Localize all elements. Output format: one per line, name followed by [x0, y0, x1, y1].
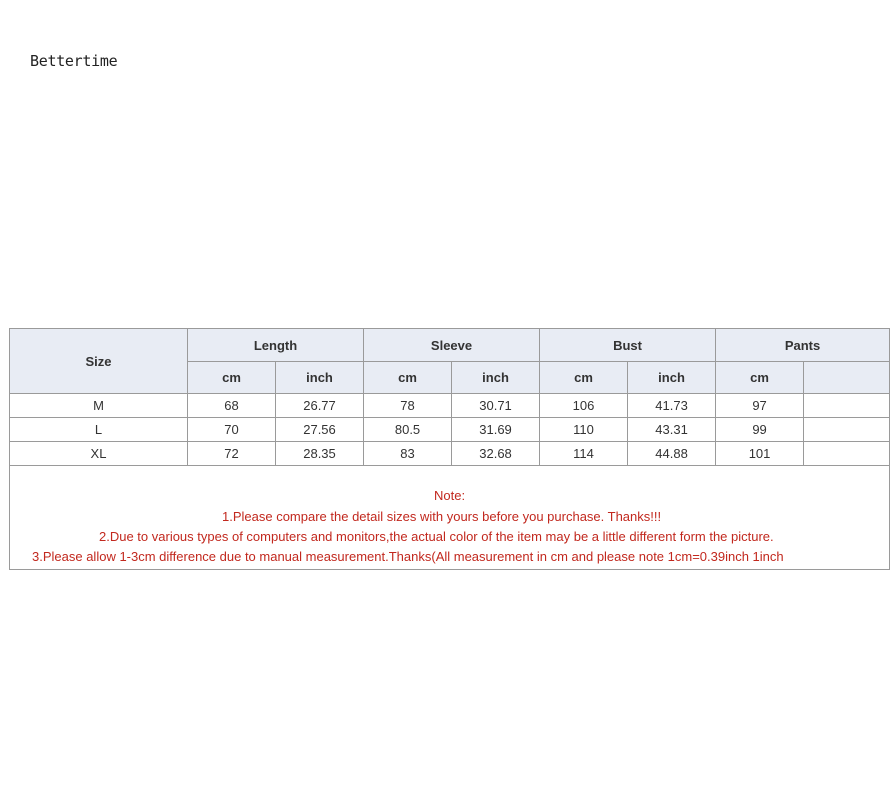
value-cell: 97 [716, 394, 804, 418]
table-row [10, 394, 890, 418]
value-cell: 78 [364, 394, 452, 418]
unit-header: cm [188, 362, 276, 394]
value-cell: 32.68 [452, 442, 540, 466]
value-cell: 44.88 [628, 442, 716, 466]
value-cell: 99 [716, 418, 804, 442]
group-header-sleeve: Sleeve [364, 329, 540, 362]
notes-row [10, 466, 890, 570]
size-cell: M [10, 394, 188, 418]
value-cell: 28.35 [276, 442, 364, 466]
table-row [10, 418, 890, 442]
value-cell: 27.56 [276, 418, 364, 442]
size-cell: L [10, 418, 188, 442]
unit-header: cm [364, 362, 452, 394]
value-cell-empty [804, 442, 890, 466]
brand-label: Bettertime [30, 52, 118, 70]
header-row-groups [10, 329, 890, 362]
value-cell: 43.31 [628, 418, 716, 442]
value-cell: 83 [364, 442, 452, 466]
value-cell-empty [804, 394, 890, 418]
notes-cell [10, 466, 890, 570]
value-cell: 70 [188, 418, 276, 442]
note-line-1: 1.Please compare the detail sizes with yours before you purchase. Thanks!!! [222, 509, 662, 524]
value-cell: 101 [716, 442, 804, 466]
value-cell: 80.5 [364, 418, 452, 442]
value-cell: 31.69 [452, 418, 540, 442]
group-header-bust: Bust [540, 329, 716, 362]
unit-header: cm [716, 362, 804, 394]
size-chart [9, 328, 821, 572]
value-cell: 72 [188, 442, 276, 466]
value-cell: 68 [188, 394, 276, 418]
value-cell: 106 [540, 394, 628, 418]
group-header-pants: Pants [716, 329, 890, 362]
value-cell: 110 [540, 418, 628, 442]
size-cell: XL [10, 442, 188, 466]
table-row [10, 442, 890, 466]
unit-header: cm [540, 362, 628, 394]
value-cell: 41.73 [628, 394, 716, 418]
unit-header: inch [276, 362, 364, 394]
unit-header: inch [452, 362, 540, 394]
value-cell: 114 [540, 442, 628, 466]
value-cell: 30.71 [452, 394, 540, 418]
note-line-2: 2.Due to various types of computers and monitors,the actual color of the item may be a little different form the picture. [99, 529, 774, 544]
note-line-3: 3.Please allow 1-3cm difference due to manual measurement.Thanks(All measurement in cm and please note 1cm=0.39inch 1inch [32, 549, 784, 564]
notes-block [10, 466, 889, 569]
note-title: Note: [434, 488, 466, 503]
value-cell-empty [804, 418, 890, 442]
size-header: Size [10, 329, 188, 394]
value-cell: 26.77 [276, 394, 364, 418]
unit-header: inch [628, 362, 716, 394]
unit-header-empty [804, 362, 890, 394]
group-header-length: Length [188, 329, 364, 362]
size-table [9, 328, 890, 570]
